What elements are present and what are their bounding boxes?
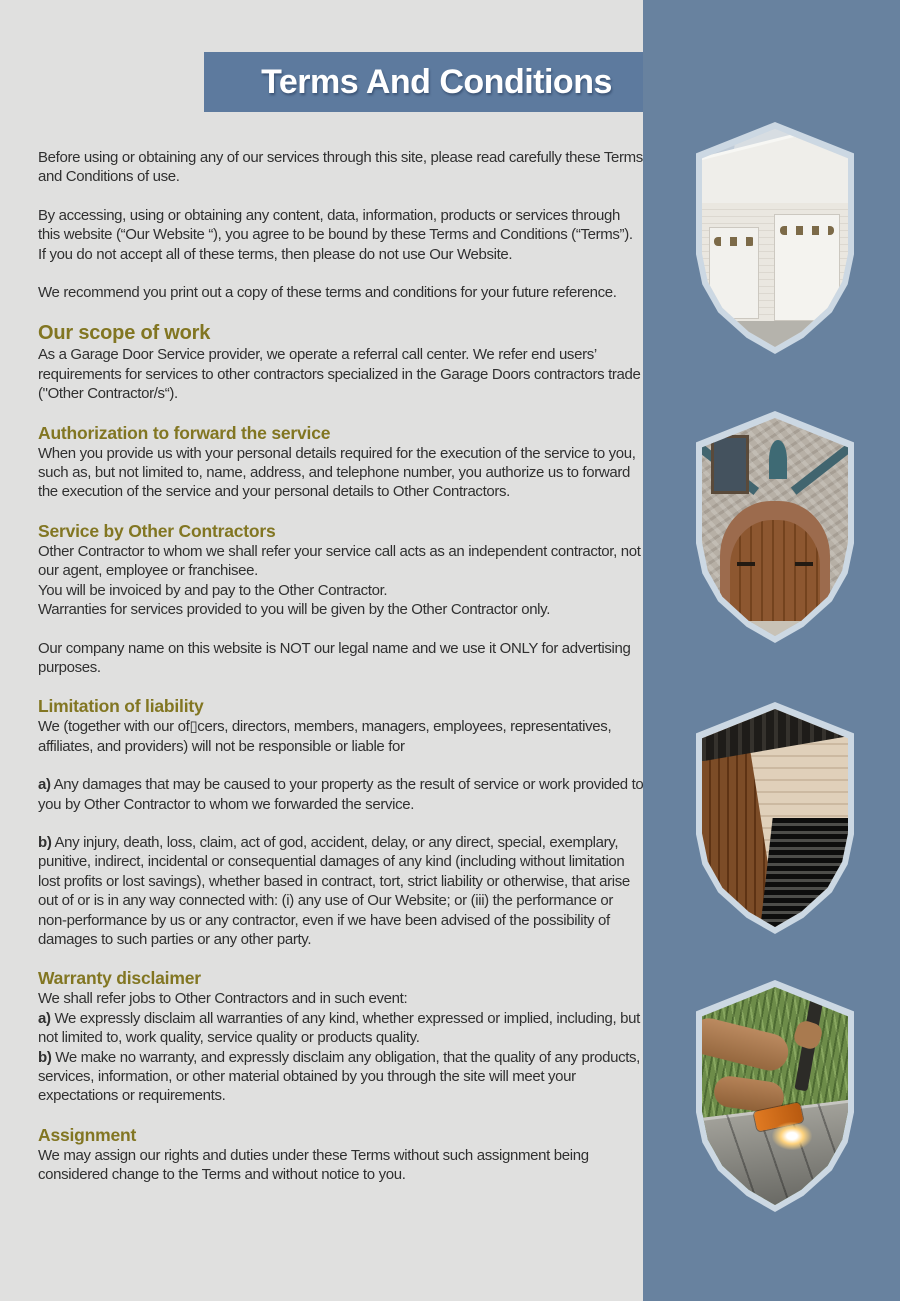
paragraph: We recommend you print out a copy of these terms and conditions for your future reference. <box>38 284 617 302</box>
paragraph: a) Any damages that may be caused to your property as the result of service or work provided to you by Other Contractor to whom we forwarded the service. <box>38 776 644 813</box>
stone-house-arched-wood-door-photo <box>702 418 848 636</box>
shield-photo-frame-1 <box>696 122 854 354</box>
shield-photo-frame-4 <box>696 980 854 1212</box>
section-heading: Warranty disclaimer <box>38 968 201 989</box>
shield-photo-frame-2 <box>696 411 854 643</box>
paragraph: We may assign our rights and duties under these Terms without such assignment being considered change to the Terms and without notice to you. <box>38 1146 589 1184</box>
section-heading: Authorization to forward the service <box>38 422 331 443</box>
paragraph: When you provide us with your personal details required for the execution of the service to you, such as, but not limited to, name, address, and telephone number, you authorize us to forward the execution of the service and your personal details to Other Contractors. <box>38 444 636 501</box>
garage-two-white-doors-photo <box>702 129 848 347</box>
modern-wood-clad-garage-door-photo <box>702 709 848 927</box>
section-heading: Limitation of liability <box>38 696 204 717</box>
section-heading: Our scope of work <box>38 322 211 345</box>
section-heading: Service by Other Contractors <box>38 520 276 541</box>
paragraph: a) We expressly disclaim all warranties of any kind, whether expressed or implied, including, but not limited to, work quality, service quality or products quality. <box>38 1009 640 1047</box>
paragraph: By accessing, using or obtaining any content, data, information, products or services through this website (“Our Website “), you agree to be bound by these Terms and Conditions (“Terms”). If you do not accept all of these terms, then please do not use Our Website. <box>38 206 633 263</box>
paragraph: b) We make no warranty, and expressly disclaim any obligation, that the quality of any products, services, information, or other material obtained by you through the site will meet your expectations or requirements. <box>38 1048 641 1105</box>
page-title: Terms And Conditions <box>261 62 612 101</box>
paragraph: We (together with our of▯cers, directors, members, managers, employees, representatives, affiliates, and providers) will not be responsible or liable for <box>38 718 612 755</box>
title-banner <box>204 52 643 112</box>
paragraph: b) Any injury, death, loss, claim, act of god, accident, delay, or any direct, special, exemplary, punitive, indirect, incidental or consequential damages of any kind (including without limitation lost profits or lost savings), whether based in contract, tort, strict liability or otherwise, that arise out of or is in any way connected with: (i) any use of Our Website; or (iii) the performance or non-performance by us or any contractor, even if we have been advised of the possibility of damages to such parties or any other party. <box>38 833 630 948</box>
paragraph: Other Contractor to whom we shall refer your service call acts as an independent contractor, not our agent, employee or franchisee. <box>38 542 641 580</box>
terms-content <box>38 148 644 1204</box>
paragraph: We shall refer jobs to Other Contractors and in such event: <box>38 990 408 1008</box>
paragraph: As a Garage Door Service provider, we operate a referral call center. We refer end users’ requirements for services to other contractors specialized in the Garage Doors contractors trade ("Other Contractor/s“). <box>38 346 641 403</box>
section-heading: Assignment <box>38 1124 137 1145</box>
shield-photo-frame-3 <box>696 702 854 934</box>
right-sidebar <box>643 0 900 1301</box>
paragraph: You will be invoiced by and pay to the Other Contractor. <box>38 581 388 599</box>
paragraph: Warranties for services provided to you will be given by the Other Contractor only. <box>38 601 551 619</box>
paragraph: Our company name on this website is NOT our legal name and we use it ONLY for advertising purposes. <box>38 639 631 676</box>
paragraph: Before using or obtaining any of our services through this site, please read carefully these Terms and Conditions of use. <box>38 149 643 186</box>
technician-welding-metal-photo <box>702 987 848 1205</box>
